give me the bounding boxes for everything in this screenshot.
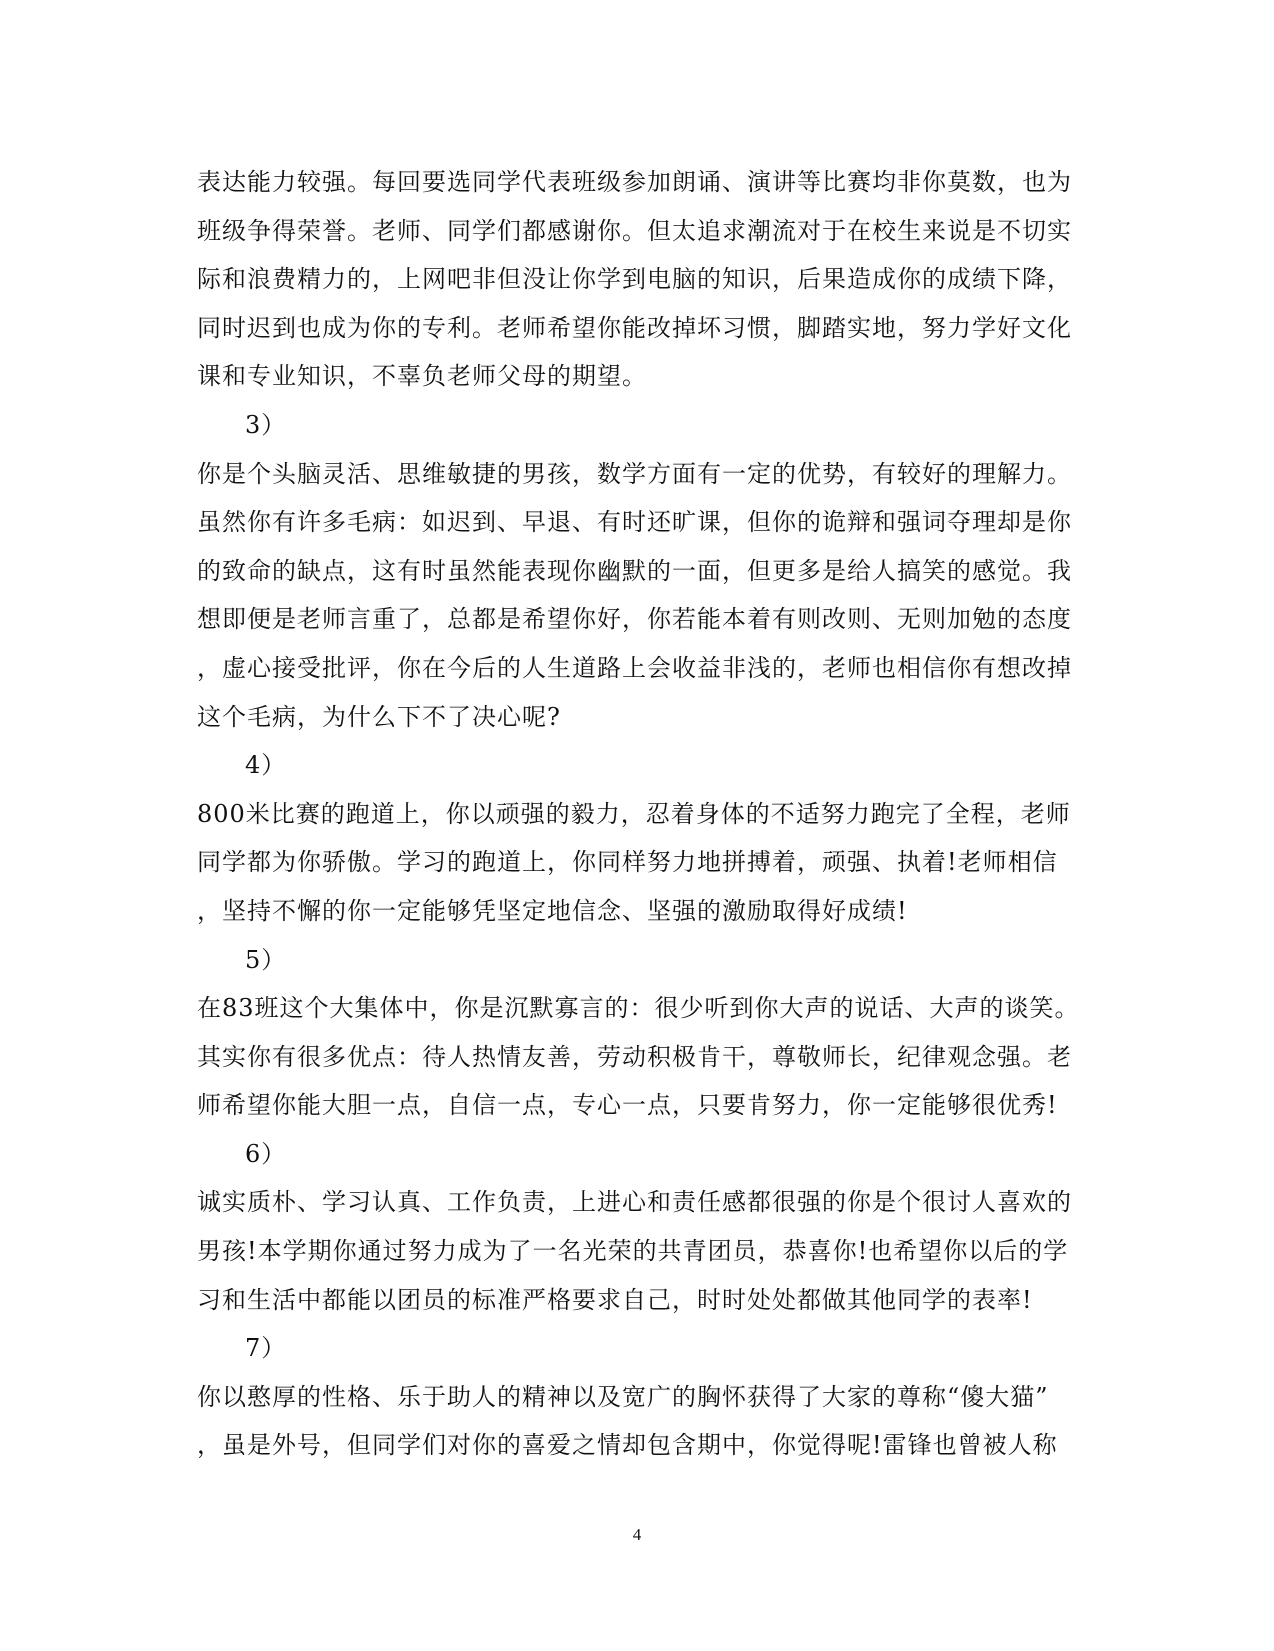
text-line: 班级争得荣誉。老师、同学们都感谢你。但太追求潮流对于在校生来说是不切实 [197, 216, 1072, 245]
text-line: 同时迟到也成为你的专利。老师希望你能改掉坏习惯，脚踏实地，努力学好文化 [197, 313, 1072, 342]
item-number: 7） [245, 1334, 287, 1363]
text-line: 想即便是老师言重了，总都是希望你好，你若能本着有则改则、无则加勉的态度 [197, 605, 1072, 634]
body-text [197, 158, 1080, 1470]
text-line: ，坚持不懈的你一定能够凭坚定地信念、坚强的激励取得好成绩! [197, 896, 908, 925]
text-line: 其实你有很多优点：待人热情友善，劳动积极肯干，尊敬师长，纪律观念强。老 [197, 1042, 1072, 1071]
text-line: 在83班这个大集体中，你是沉默寡言的：很少听到你大声的说话、大声的谈笑。 [197, 994, 1080, 1023]
text-line: 际和浪费精力的，上网吧非但没让你学到电脑的知识，后果造成你的成绩下降， [197, 265, 1072, 294]
text-line: 习和生活中都能以团员的标准严格要求自己，时时处处都做其他同学的表率! [197, 1285, 1033, 1314]
text-line: 你是个头脑灵活、思维敏捷的男孩，数学方面有一定的优势，有较好的理解力。 [197, 459, 1072, 488]
text-line: 同学都为你骄傲。学习的跑道上，你同样努力地拼搏着，顽强、执着!老师相信 [197, 848, 1058, 877]
text-line: ，虚心接受批评，你在今后的人生道路上会收益非浅的，老师也相信你有想改掉 [197, 653, 1072, 682]
text-line: ，虽是外号，但同学们对你的喜爱之情却包含期中，你觉得呢!雷锋也曾被人称 [197, 1431, 1058, 1460]
text-line: 师希望你能大胆一点，自信一点，专心一点，只要肯努力，你一定能够很优秀! [197, 1091, 1058, 1120]
item-number: 3） [245, 410, 287, 439]
text-line: 这个毛病，为什么下不了决心呢? [197, 702, 561, 731]
text-line: 800米比赛的跑道上，你以顽强的毅力，忍着身体的不适努力跑完了全程，老师 [197, 799, 1071, 828]
text-line: 你以憨厚的性格、乐于助人的精神以及宽广的胸怀获得了大家的尊称“傻大猫” [197, 1382, 1049, 1411]
item-number: 5） [245, 945, 287, 974]
text-line: 的致命的缺点，这有时虽然能表现你幽默的一面，但更多是给人搞笑的感觉。我 [197, 556, 1072, 585]
text-line: 虽然你有许多毛病：如迟到、早退、有时还旷课，但你的诡辩和强词夺理却是你 [197, 508, 1072, 537]
item-number: 4） [245, 751, 287, 780]
text-line: 诚实质朴、学习认真、工作负责，上进心和责任感都很强的你是个很讨人喜欢的 [197, 1188, 1072, 1217]
text-line: 课和专业知识，不辜负老师父母的期望。 [197, 362, 647, 391]
text-line: 男孩!本学期你通过努力成为了一名光荣的共青团员，恭喜你!也希望你以后的学 [197, 1237, 1069, 1266]
page-number: 4 [632, 1525, 642, 1544]
item-number: 6） [245, 1139, 287, 1168]
text-line: 表达能力较强。每回要选同学代表班级参加朗诵、演讲等比赛均非你莫数，也为 [197, 168, 1072, 196]
